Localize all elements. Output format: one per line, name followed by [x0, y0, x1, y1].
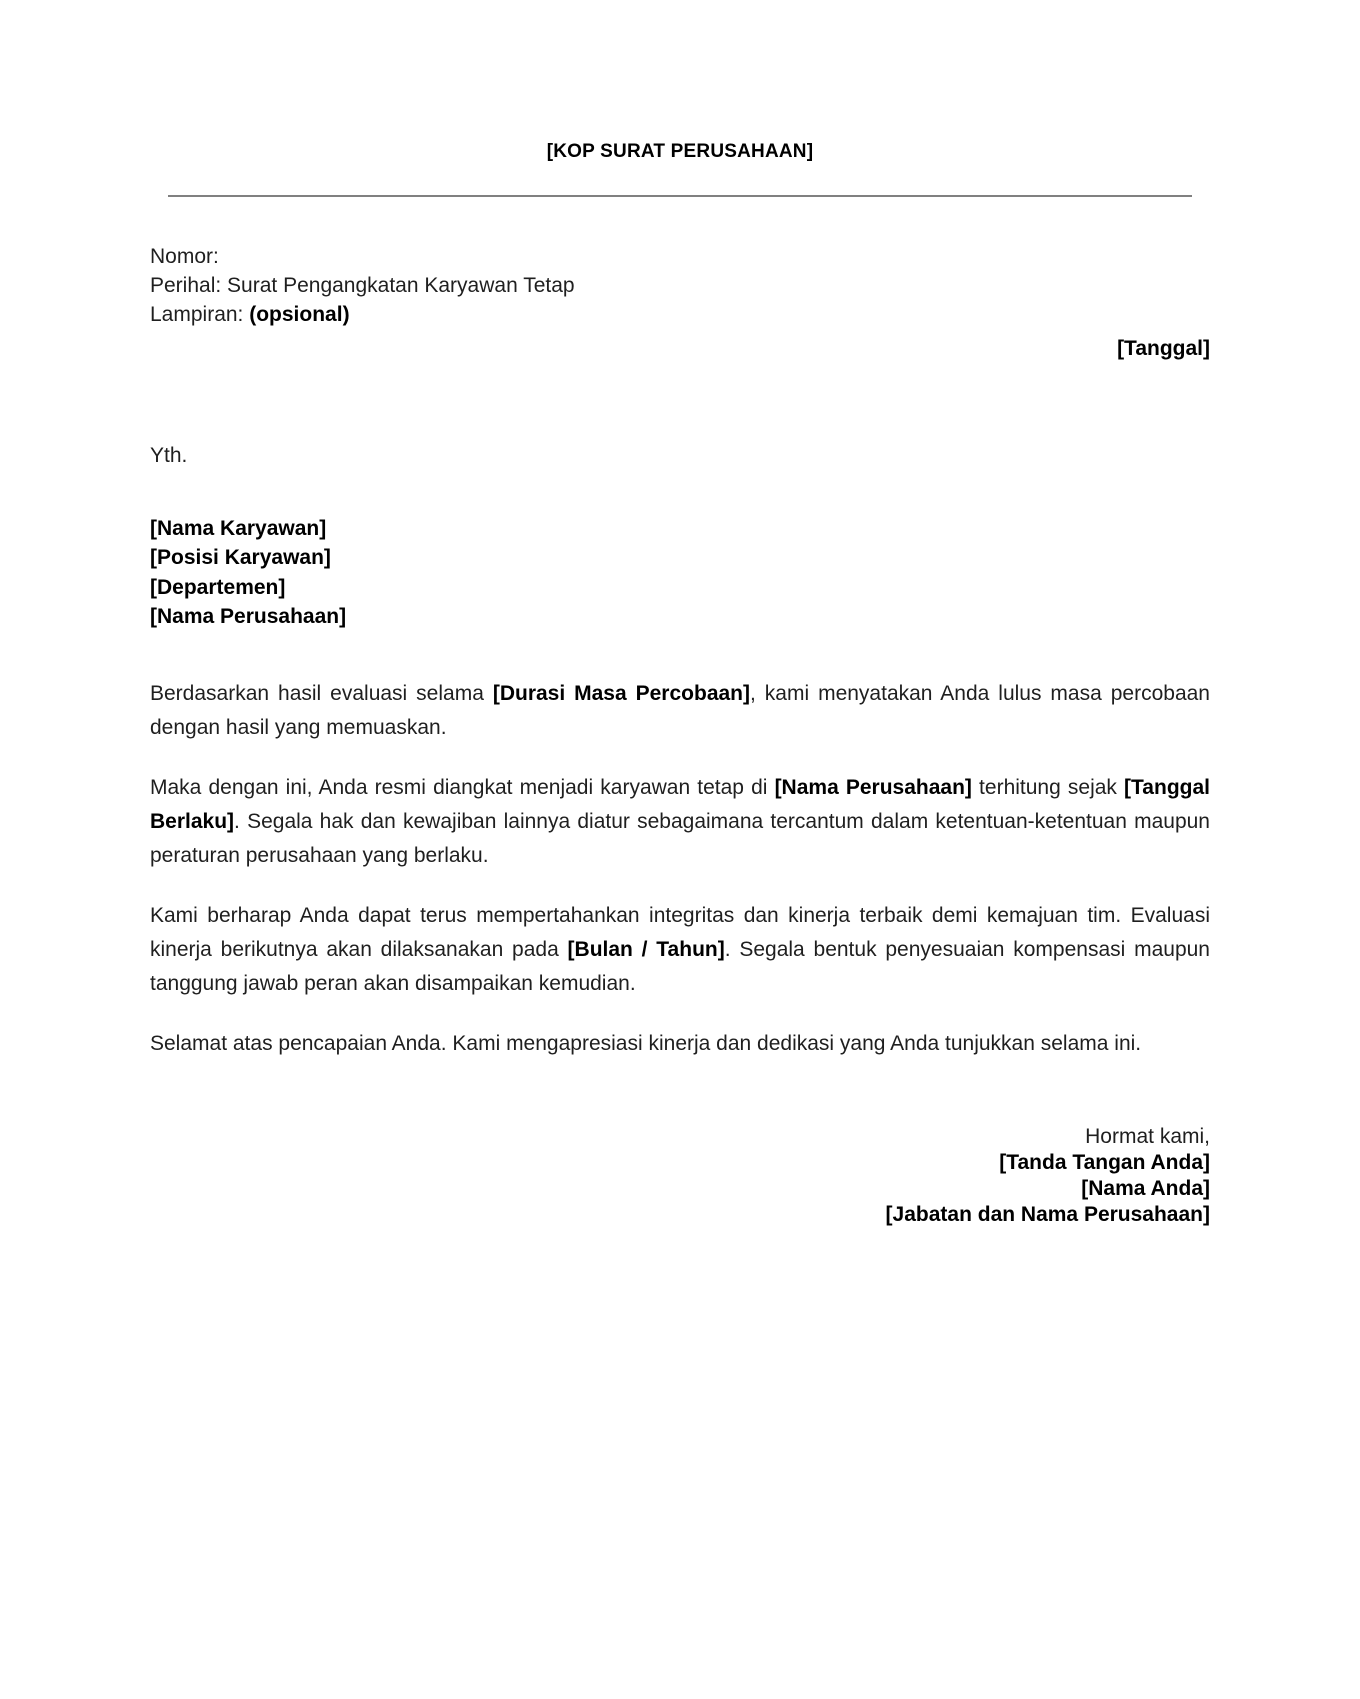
letterhead-title: [KOP SURAT PERUSAHAAN] [546, 141, 814, 162]
paragraph-2-placeholder-effective-date: [Tanggal Berlaku] [150, 775, 1210, 833]
letterhead [150, 0, 1210, 197]
recipient-line-name: [Nama Karyawan] [150, 516, 327, 540]
body-paragraph-1 [150, 677, 1210, 745]
paragraph-1-placeholder-probation: [Durasi Masa Percobaan] [492, 681, 750, 705]
salutation: Yth. [150, 443, 188, 467]
recipient-block [150, 514, 1210, 632]
paragraph-2-text-e: . Segala hak dan kewajiban lainnya diatur sebagaimana tercantum dalam ketentuan-ketentuan maupun peraturan perusahaan yang berlaku. [150, 809, 1210, 867]
body-paragraph-3 [150, 899, 1210, 1001]
signature-regards: Hormat kami, [1085, 1124, 1210, 1148]
meta-row-nomor [150, 242, 1210, 271]
meta-label-lampiran: Lampiran: [150, 302, 244, 326]
paragraph-3-placeholder-review-period: [Bulan / Tahun] [567, 937, 725, 961]
meta-value-perihal: Surat Pengangkatan Karyawan Tetap [227, 273, 575, 297]
letter-content [150, 0, 1210, 1228]
meta-label-nomor: Nomor: [150, 244, 219, 268]
signature-placeholder-position: [Jabatan dan Nama Perusahaan] [885, 1202, 1210, 1226]
recipient-line-company: [Nama Perusahaan] [150, 605, 347, 629]
paragraph-3-text-a: Kami berharap Anda dapat terus mempertahankan integritas dan kinerja terbaik demi kemajuan tim. Evaluasi kinerja berikutnya akan dilaksanakan pada [150, 903, 1210, 961]
letter-body [150, 677, 1210, 1061]
paragraph-1-text-c: , kami menyatakan Anda lulus masa percobaan dengan hasil yang memuaskan. [150, 681, 1210, 739]
letterhead-divider [168, 195, 1192, 197]
letter-meta-block [150, 242, 1210, 329]
letter-date: [Tanggal] [1117, 336, 1210, 360]
paragraph-3-text-c: . Segala bentuk penyesuaian kompensasi maupun tanggung jawab peran akan disampaikan kemudian. [150, 937, 1210, 995]
paragraph-2-placeholder-company: [Nama Perusahaan] [774, 775, 972, 799]
paragraph-2-text-c: terhitung sejak [971, 775, 1125, 799]
paragraph-2-text-a: Maka dengan ini, Anda resmi diangkat menjadi karyawan tetap di [150, 775, 775, 799]
meta-label-perihal: Perihal: [150, 273, 222, 297]
signature-placeholder-name: [Nama Anda] [1081, 1176, 1210, 1200]
meta-row-perihal [150, 271, 1210, 300]
recipient-line-department: [Departemen] [150, 575, 286, 599]
meta-row-lampiran [150, 300, 1210, 329]
meta-value-lampiran: (opsional) [249, 302, 350, 326]
signature-block [150, 1124, 1210, 1228]
body-paragraph-4: Selamat atas pencapaian Anda. Kami mengapresiasi kinerja dan dedikasi yang Anda tunjukkan selama ini. [150, 1031, 1142, 1055]
signature-placeholder-signature: [Tanda Tangan Anda] [999, 1150, 1210, 1174]
recipient-line-position: [Posisi Karyawan] [150, 546, 331, 570]
body-paragraph-2 [150, 771, 1210, 873]
paragraph-1-text-a: Berdasarkan hasil evaluasi selama [150, 681, 493, 705]
